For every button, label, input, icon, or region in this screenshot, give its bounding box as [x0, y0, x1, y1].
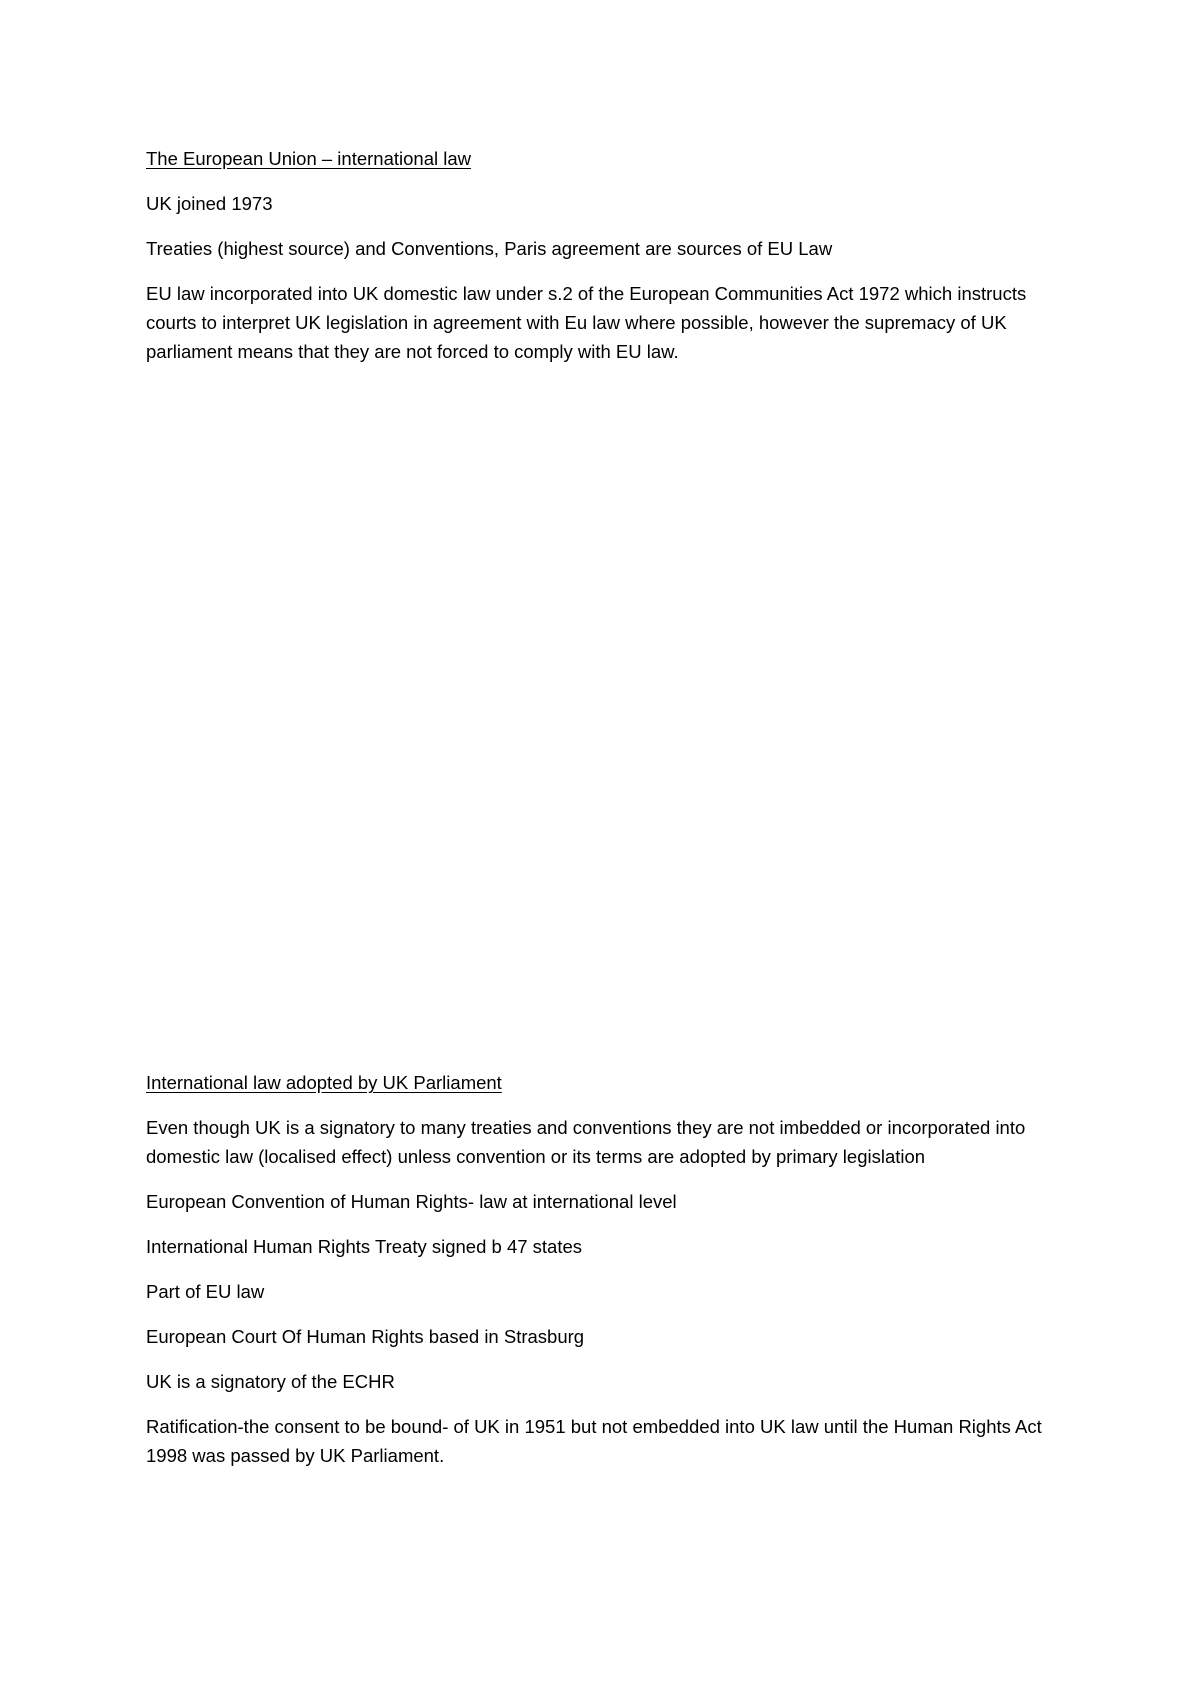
paragraph: Ratification-the consent to be bound- of UK in 1951 but not embedded into UK law until the Human Rights Act 1998 was passed by UK Parliament. — [146, 1416, 1042, 1466]
paragraph: Even though UK is a signatory to many treaties and conventions they are not imbedded or incorporated into domestic law (localised effect) unless convention or its terms are adopted by primary legislation — [146, 1117, 1026, 1167]
section-heading: International law adopted by UK Parliament — [146, 1072, 502, 1093]
section-heading: The European Union – international law — [146, 148, 471, 169]
paragraph: European Court Of Human Rights based in Strasburg — [146, 1326, 585, 1347]
paragraph: Treaties (highest source) and Conventions, Paris agreement are sources of EU Law — [146, 238, 833, 259]
paragraph: International Human Rights Treaty signed b 47 states — [146, 1236, 583, 1257]
paragraph: UK joined 1973 — [146, 193, 273, 214]
paragraph: Part of EU law — [146, 1281, 265, 1302]
paragraph: UK is a signatory of the ECHR — [146, 1371, 395, 1392]
section-european-union — [146, 144, 1066, 382]
paragraph: EU law incorporated into UK domestic law under s.2 of the European Communities Act 1972 which instructs courts to interpret UK legislation in agreement with Eu law where possible, however the supremacy of UK parliament means that they are not forced to comply with EU law. — [146, 283, 1027, 362]
paragraph: European Convention of Human Rights- law at international level — [146, 1191, 677, 1212]
section-international-law — [146, 1068, 1066, 1486]
